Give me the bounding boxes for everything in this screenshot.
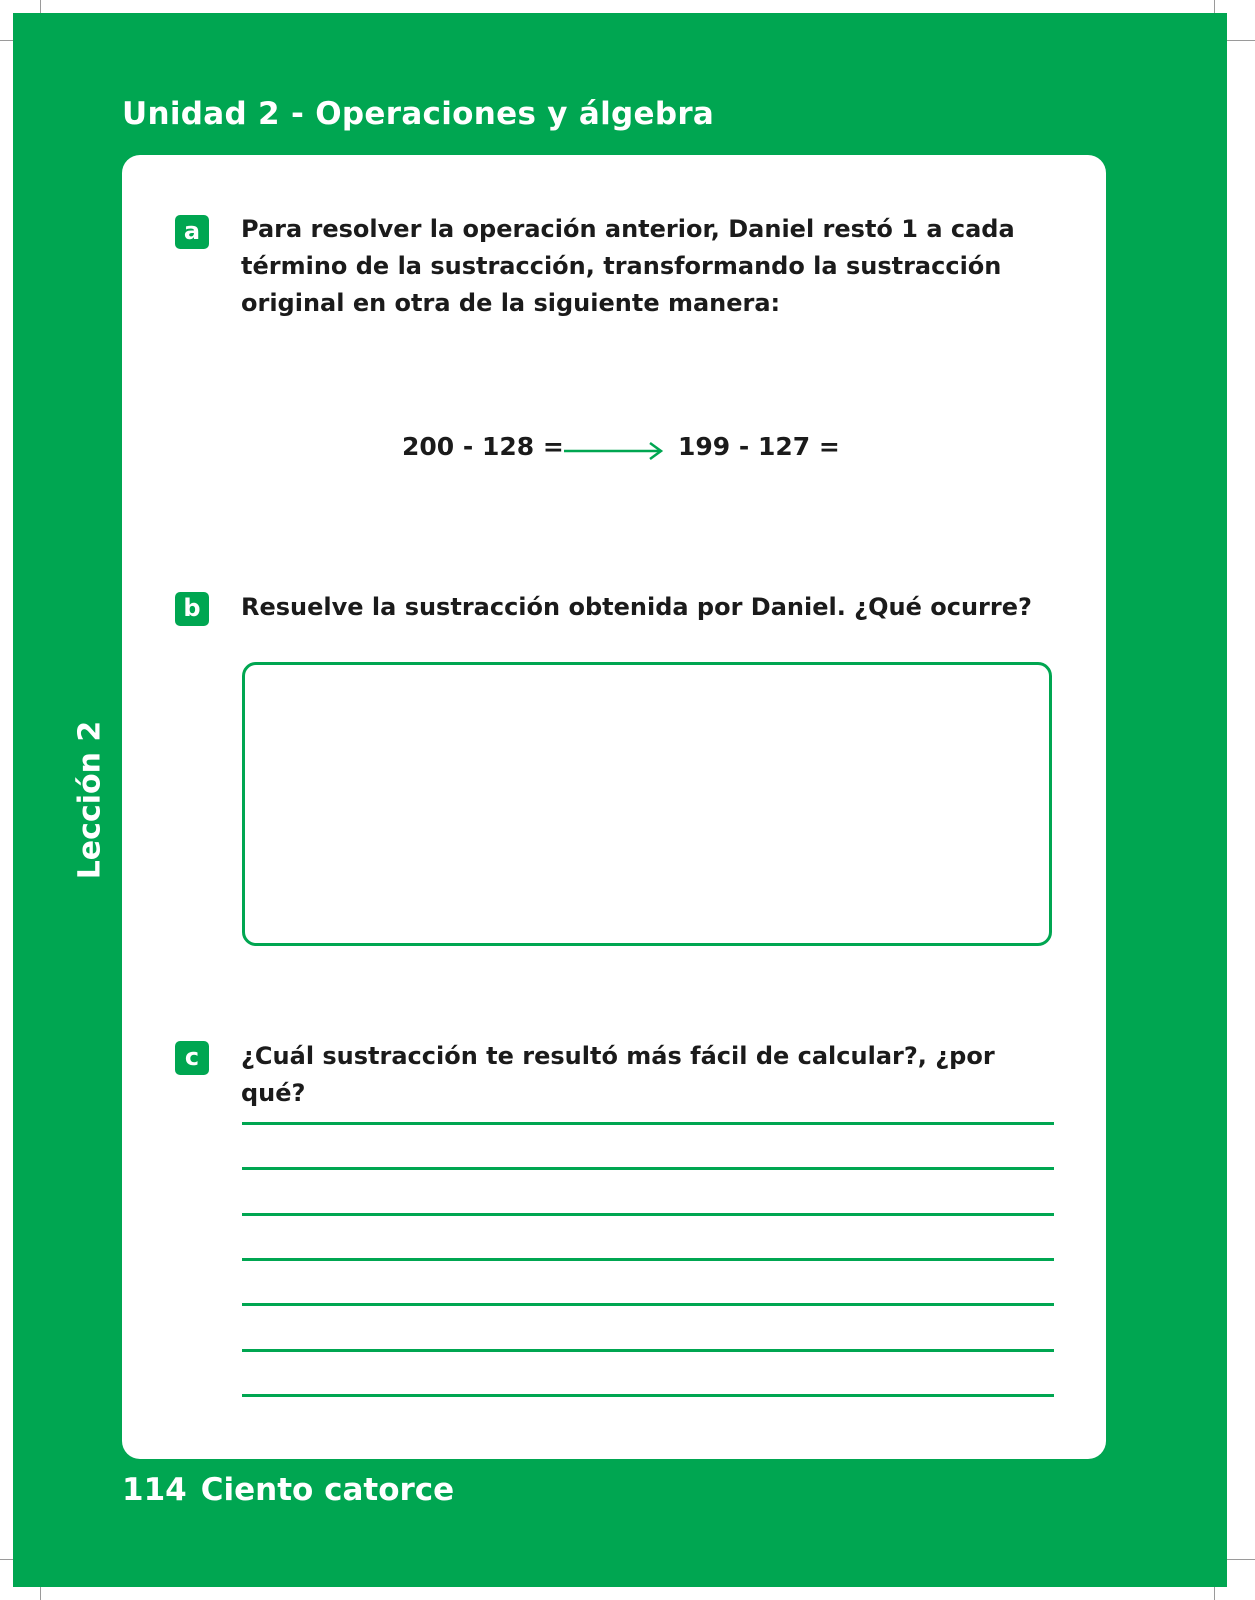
question-c-text: ¿Cuál sustracción te resultó más fácil de calcular?, ¿por qué? — [241, 1042, 995, 1107]
question-b-text: Resuelve la sustracción obtenida por Daniel. ¿Qué ocurre? — [241, 593, 1032, 621]
question-a-text: Para resolver la operación anterior, Daniel restó 1 a cada término de la sustracción, transformando la sustracción original en otra de la siguiente manera: — [241, 215, 1015, 317]
answer-line[interactable] — [242, 1349, 1054, 1352]
page-number-words: Ciento catorce — [200, 1472, 455, 1508]
answer-line[interactable] — [242, 1167, 1054, 1170]
page-number: 114 — [122, 1472, 187, 1508]
equation-original: 200 - 128 = — [402, 432, 564, 461]
answer-line[interactable] — [242, 1258, 1054, 1261]
question-b-badge: b — [175, 592, 209, 626]
answer-line[interactable] — [242, 1394, 1054, 1397]
arrow-right-icon — [562, 440, 666, 462]
answer-box[interactable] — [242, 662, 1052, 946]
answer-line[interactable] — [242, 1122, 1054, 1125]
lesson-label: Lección 2 — [72, 720, 108, 880]
answer-line[interactable] — [242, 1213, 1054, 1216]
question-a-badge: a — [175, 215, 209, 249]
answer-line[interactable] — [242, 1303, 1054, 1306]
page-footer — [122, 1472, 454, 1508]
equation-transformed: 199 - 127 = — [678, 432, 840, 461]
question-c-badge: c — [175, 1041, 209, 1075]
unit-title: Unidad 2 - Operaciones y álgebra — [122, 96, 715, 132]
